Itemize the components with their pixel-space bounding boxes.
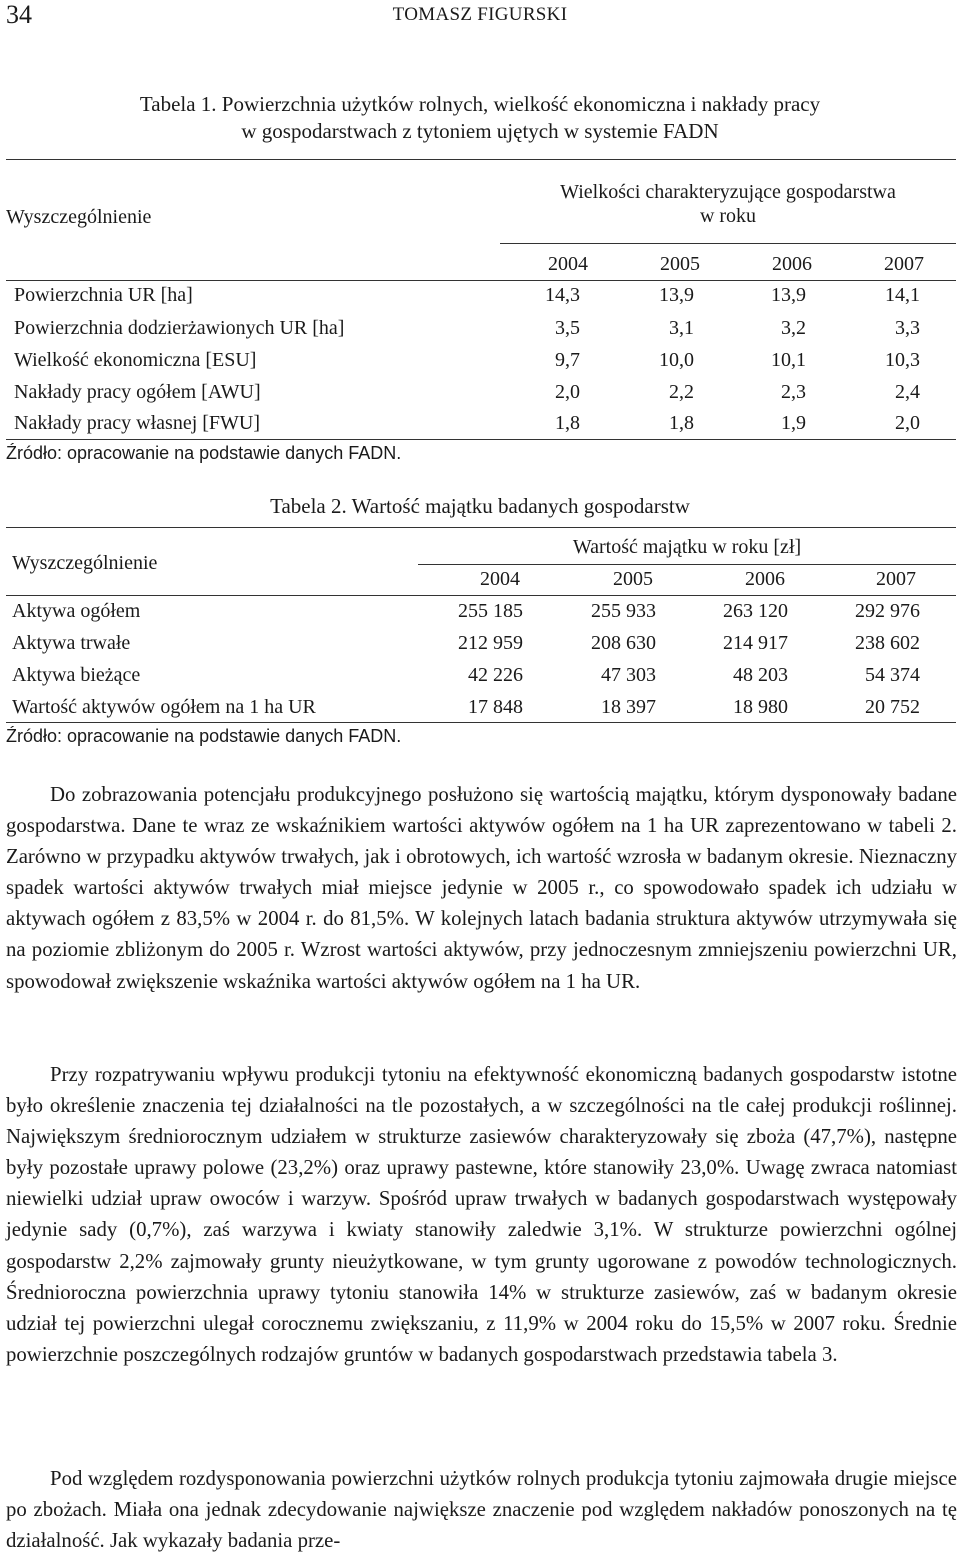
- table1-cell: 10,3: [885, 349, 920, 371]
- table1-row-label: Nakłady pracy ogółem [AWU]: [14, 381, 261, 403]
- table2-cell: 292 976: [855, 600, 920, 622]
- table2-row-label: Aktywa ogółem: [12, 600, 141, 622]
- table1-cell: 14,1: [885, 284, 920, 306]
- table1-year-2007: 2007: [884, 253, 924, 275]
- table1-year-2005: 2005: [660, 253, 700, 275]
- table1-cell: 1,8: [555, 412, 580, 434]
- table1-cell: 2,3: [781, 381, 806, 403]
- table2-cell: 263 120: [723, 600, 788, 622]
- table2-stub-header: Wyszczególnienie: [12, 552, 158, 574]
- table2-year-2005: 2005: [613, 568, 653, 590]
- table1-row-label: Powierzchnia UR [ha]: [14, 284, 193, 306]
- table2-mid-rule: [418, 564, 956, 565]
- table1-caption-line1: Tabela 1. Powierzchnia użytków rolnych, wielkość ekonomiczna i nakłady pracy: [139, 92, 821, 116]
- table1-header-rule: [6, 280, 956, 281]
- table1-source-note: Źródło: opracowanie na podstawie danych FADN.: [6, 443, 402, 463]
- table1-row-label: Wielkość ekonomiczna [ESU]: [14, 349, 257, 371]
- table2-cell: 255 185: [458, 600, 523, 622]
- table1-cell: 10,1: [771, 349, 806, 371]
- table2-cell: 18 397: [601, 696, 656, 718]
- table1-cell: 10,0: [659, 349, 694, 371]
- body-paragraph-1: Do zobrazowania potencjału produkcyjnego posłużono się wartością majątku, którym dysponowały badane gospodarstwa. Dane te wraz ze wskaźnikiem wartości aktywów ogółem na 1 ha UR zaprezentowano w tabeli 2. Zarówno w przypadku aktywów trwałych, jak i obrotowych, ich wartość wzrosła w badanym okresie. Nieznaczny spadek wartości aktywów trwałych miał miejsce jedynie w 2005 r., co spowodowało spadek ich udziału w aktywach ogółem z 83,5% w 2004 r. do 81,5%. W kolejnych latach badania struktura aktywów utrzymywała się na poziomie zbliżonym do 2005 r. Wzrost wartości aktywów, przy jednoczesnym zmniejszeniu powierzchni UR, spowodował zwiększenie wskaźnika wartości aktywów ogółem na 1 ha UR.: [6, 783, 957, 993]
- page-number: 34: [6, 0, 32, 29]
- table1-row-label: Powierzchnia dodzierżawionych UR [ha]: [14, 317, 345, 339]
- table2-bottom-rule: [6, 722, 956, 723]
- table1-cell: 3,2: [781, 317, 806, 339]
- table1-cell: 3,3: [895, 317, 920, 339]
- table1-top-rule: [6, 159, 956, 160]
- table1-cell: 14,3: [545, 284, 580, 306]
- table2-caption: Tabela 2. Wartość majątku badanych gospodarstw: [270, 494, 690, 518]
- table1-cell: 1,8: [669, 412, 694, 434]
- table2-cell: 54 374: [865, 664, 920, 686]
- table1-cell: 3,5: [555, 317, 580, 339]
- table2-cell: 212 959: [458, 632, 523, 654]
- table2-top-rule: [6, 527, 956, 528]
- table2-year-2006: 2006: [745, 568, 785, 590]
- table1-year-2004: 2004: [548, 253, 588, 275]
- table1-cell: 3,1: [669, 317, 694, 339]
- table2-cell: 214 917: [723, 632, 788, 654]
- body-paragraph-2: Przy rozpatrywaniu wpływu produkcji tytoniu na efektywność ekonomiczną badanych gospodarstw istotne było określenie znaczenia tej działalności na tle pozostałych, a w szczególności na tle całej produkcji roślinnej. Największym średniorocznym udziałem w strukturze zasiewów charakteryzowały się zboża (47,7%), następne były pozostałe uprawy polowe (23,2%) oraz uprawy pastewne, które stanowiły 23,0%. Uwagę zwraca natomiast niewielki udział upraw owoców i warzyw. Spośród upraw trwałych w badanych gospodarstwach występowały jedynie sady (0,7%), zaś warzywa i kwiaty stanowiły zaledwie 3,1%. W strukturze powierzchni ogólnej gospodarstw 2,2% zajmowały grunty nieużytkowane, w tym grunty ugorowane z powodów technologicznych. Średnioroczna powierzchnia uprawy tytoniu stanowiła 14% w strukturze zasiewów, zaś w badanym okresie udział tej powierzchni ulegał corocznemu zwiększaniu, z 11,9% w 2004 roku do 15,5% w 2007 roku. Średnie powierzchnie poszczególnych rodzajów gruntów w badanych gospodarstwach przedstawia tabela 3.: [6, 1063, 957, 1366]
- table1-group-header-line2: w roku: [699, 205, 757, 227]
- table1-stub-header: Wyszczególnienie: [6, 206, 152, 228]
- table2-source-note: Źródło: opracowanie na podstawie danych FADN.: [6, 726, 402, 746]
- table1-cell: 9,7: [555, 349, 580, 371]
- table1-cell: 13,9: [771, 284, 806, 306]
- table2-cell: 18 980: [733, 696, 788, 718]
- table1-cell: 2,4: [895, 381, 920, 403]
- table2-cell: 42 226: [468, 664, 523, 686]
- table2-year-2007: 2007: [876, 568, 916, 590]
- running-head-author: TOMASZ FIGURSKI: [392, 4, 568, 25]
- table1-row-label: Nakłady pracy własnej [FWU]: [14, 412, 261, 434]
- body-paragraph-3: Pod względem rozdysponowania powierzchni użytków rolnych produkcja tytoniu zajmowała drugie miejsce po zbożach. Miała ona jednak zdecydowanie największe znaczenie pod względem nakładów ponoszonych na tę działalność. Jak wykazały badania prze-: [6, 1467, 957, 1553]
- table2-year-2004: 2004: [480, 568, 520, 590]
- table2-row-label: Wartość aktywów ogółem na 1 ha UR: [12, 696, 316, 718]
- table2-cell: 238 602: [855, 632, 920, 654]
- table1-cell: 1,9: [781, 412, 806, 434]
- table2-group-header: Wartość majątku w roku [zł]: [572, 536, 802, 558]
- table2-cell: 47 303: [601, 664, 656, 686]
- table1-mid-rule: [500, 243, 956, 244]
- table2-cell: 17 848: [468, 696, 523, 718]
- table1-caption-line2: w gospodarstwach z tytoniem ujętych w systemie FADN: [241, 119, 719, 143]
- table2-cell: 48 203: [733, 664, 788, 686]
- table2-cell: 20 752: [865, 696, 920, 718]
- table2-header-rule: [6, 595, 956, 596]
- table2-cell: 208 630: [591, 632, 656, 654]
- table2-cell: 255 933: [591, 600, 656, 622]
- table1-year-2006: 2006: [772, 253, 812, 275]
- table1-cell: 13,9: [659, 284, 694, 306]
- table1-cell: 2,0: [555, 381, 580, 403]
- table2-row-label: Aktywa trwałe: [12, 632, 131, 654]
- table1-cell: 2,0: [895, 412, 920, 434]
- table2-row-label: Aktywa bieżące: [12, 664, 141, 686]
- table1-cell: 2,2: [669, 381, 694, 403]
- table1-group-header-line1: Wielkości charakteryzujące gospodarstwa: [560, 181, 896, 203]
- table1-bottom-rule: [6, 439, 956, 440]
